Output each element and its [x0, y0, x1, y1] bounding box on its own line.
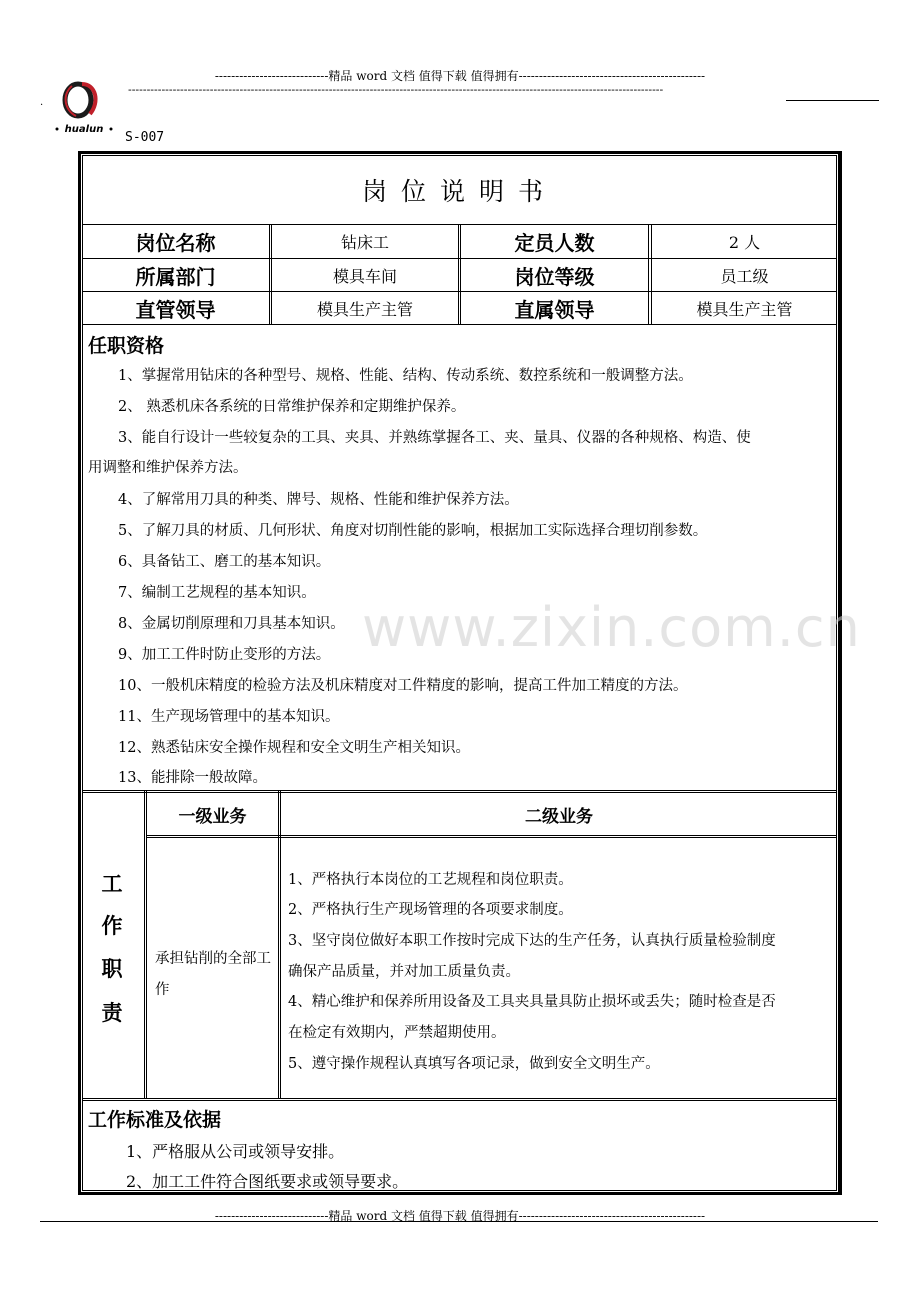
duties-col-line — [144, 791, 145, 1099]
header-rule — [786, 100, 879, 101]
duties-label-char: 工 — [101, 872, 123, 896]
duties-label-char: 作 — [101, 914, 123, 938]
secondary-duty-item: 1、严格执行本岗位的工艺规程和岗位职责。 — [288, 872, 573, 888]
duties-header-bottom-line — [146, 835, 837, 836]
position-grade-value: 员工级 — [720, 266, 769, 286]
document-code: S-007 — [125, 130, 165, 145]
secondary-duty-header: 二级业务 — [525, 806, 593, 827]
primary-duty-header: 一级业务 — [178, 806, 247, 827]
header-dash-line: ------------------------------------------------------------------------------------------------------------------------------------------------ — [128, 84, 664, 96]
info-table-col-line — [458, 224, 459, 324]
position-name-label: 岗位名称 — [135, 231, 216, 255]
secondary-duty-item-continued: 确保产品质量，并对加工质量负责。 — [288, 964, 520, 980]
info-table-bottom-line — [82, 324, 837, 325]
qualification-item: 7、编制工艺规程的基本知识。 — [118, 585, 316, 601]
qualification-item: 8、金属切削原理和刀具基本知识。 — [118, 616, 345, 632]
company-logo — [52, 78, 116, 138]
qualifications-heading: 任职资格 — [88, 335, 165, 357]
qualification-item: 11、生产现场管理中的基本知识。 — [118, 709, 340, 725]
department-value: 模具车间 — [332, 266, 397, 286]
duties-table-bottom-line — [82, 1098, 837, 1099]
qualification-item: 4、了解常用刀具的种类、牌号、规格、性能和维护保养方法。 — [118, 492, 519, 508]
qualification-item: 9、加工工件时防止变形的方法。 — [118, 647, 331, 663]
position-name-value: 钻床工 — [340, 233, 389, 252]
duties-col-line — [146, 791, 147, 1099]
secondary-duty-item: 3、坚守岗位做好本职工作按时完成下达的生产任务，认真执行质量检验制度 — [288, 933, 776, 949]
document-title: 岗位说明书 — [361, 177, 557, 206]
qualification-item: 12、熟悉钻床安全操作规程和安全文明生产相关知识。 — [118, 740, 470, 756]
qualification-item: 3、能自行设计一些较复杂的工具、夹具、并熟练掌握各工、夹、量具、仪器的各种规格、构造、使 — [118, 430, 751, 446]
standard-item: 1、严格服从公司或领导安排。 — [126, 1142, 345, 1161]
direct-manager-label: 直管领导 — [135, 297, 216, 322]
qualification-item: 2、 熟悉机床各系统的日常维护保养和定期维护保养。 — [118, 399, 466, 415]
qualification-item-continued: 用调整和维护保养方法。 — [88, 460, 248, 476]
duties-label-char: 责 — [101, 1001, 123, 1025]
logo-text: hualun — [64, 124, 104, 135]
immediate-supervisor-value: 模具生产主管 — [696, 299, 793, 319]
info-table-col-line — [648, 224, 649, 324]
watermark: www.zixin.com.cn — [362, 596, 861, 659]
duties-label-char: 职 — [101, 957, 123, 981]
headcount-label: 定员人数 — [514, 231, 595, 255]
duties-col-line — [280, 791, 281, 1099]
standards-heading: 工作标准及依据 — [88, 1109, 222, 1131]
headcount-value: 2 人 — [728, 233, 761, 252]
info-table-col-line — [269, 224, 270, 324]
position-grade-label: 岗位等级 — [514, 264, 595, 289]
footer-banner: ----------------------------精品 word 文档 值得下载 值得拥有---------------------------------------------- — [214, 1209, 706, 1223]
secondary-duty-item: 4、精心维护和保养所用设备及工具夹具量具防止损坏或丢失；随时检查是否 — [288, 994, 776, 1010]
header-banner: ----------------------------精品 word 文档 值得下载 值得拥有---------------------------------------------- — [214, 69, 706, 83]
qualification-item: 10、一般机床精度的检验方法及机床精度对工件精度的影响，提高工件加工精度的方法。 — [118, 678, 688, 694]
secondary-duty-item: 2、严格执行生产现场管理的各项要求制度。 — [288, 902, 573, 918]
secondary-duty-item-continued: 在检定有效期内，严禁超期使用。 — [288, 1025, 506, 1041]
qualification-item: 1、掌握常用钻床的各种型号、规格、性能、结构、传动系统、数控系统和一般调整方法。 — [118, 368, 693, 384]
standard-item: 2、加工工件符合图纸要求或领导要求。 — [126, 1172, 409, 1191]
qualification-item: 5、了解刀具的材质、几何形状、角度对切削性能的影响，根据加工实际选择合理切削参数。 — [118, 523, 708, 539]
footer-rule — [40, 1221, 878, 1222]
primary-duty: 承担钻削的全部工作 — [155, 951, 271, 998]
department-label: 所属部门 — [135, 264, 216, 289]
duties-table-top-line — [82, 790, 837, 791]
immediate-supervisor-label: 直属领导 — [514, 297, 595, 322]
secondary-duty-item: 5、遵守操作规程认真填写各项记录，做到安全文明生产。 — [288, 1056, 660, 1072]
qualification-item: 13、能排除一般故障。 — [118, 770, 267, 786]
duties-header-bottom-line — [146, 837, 837, 838]
duties-col-line — [278, 791, 279, 1099]
direct-manager-value: 模具生产主管 — [316, 299, 413, 319]
duties-table-bottom-line — [82, 1100, 837, 1101]
qualification-item: 6、具备钻工、磨工的基本知识。 — [118, 554, 331, 570]
header-dot: . — [40, 97, 44, 108]
